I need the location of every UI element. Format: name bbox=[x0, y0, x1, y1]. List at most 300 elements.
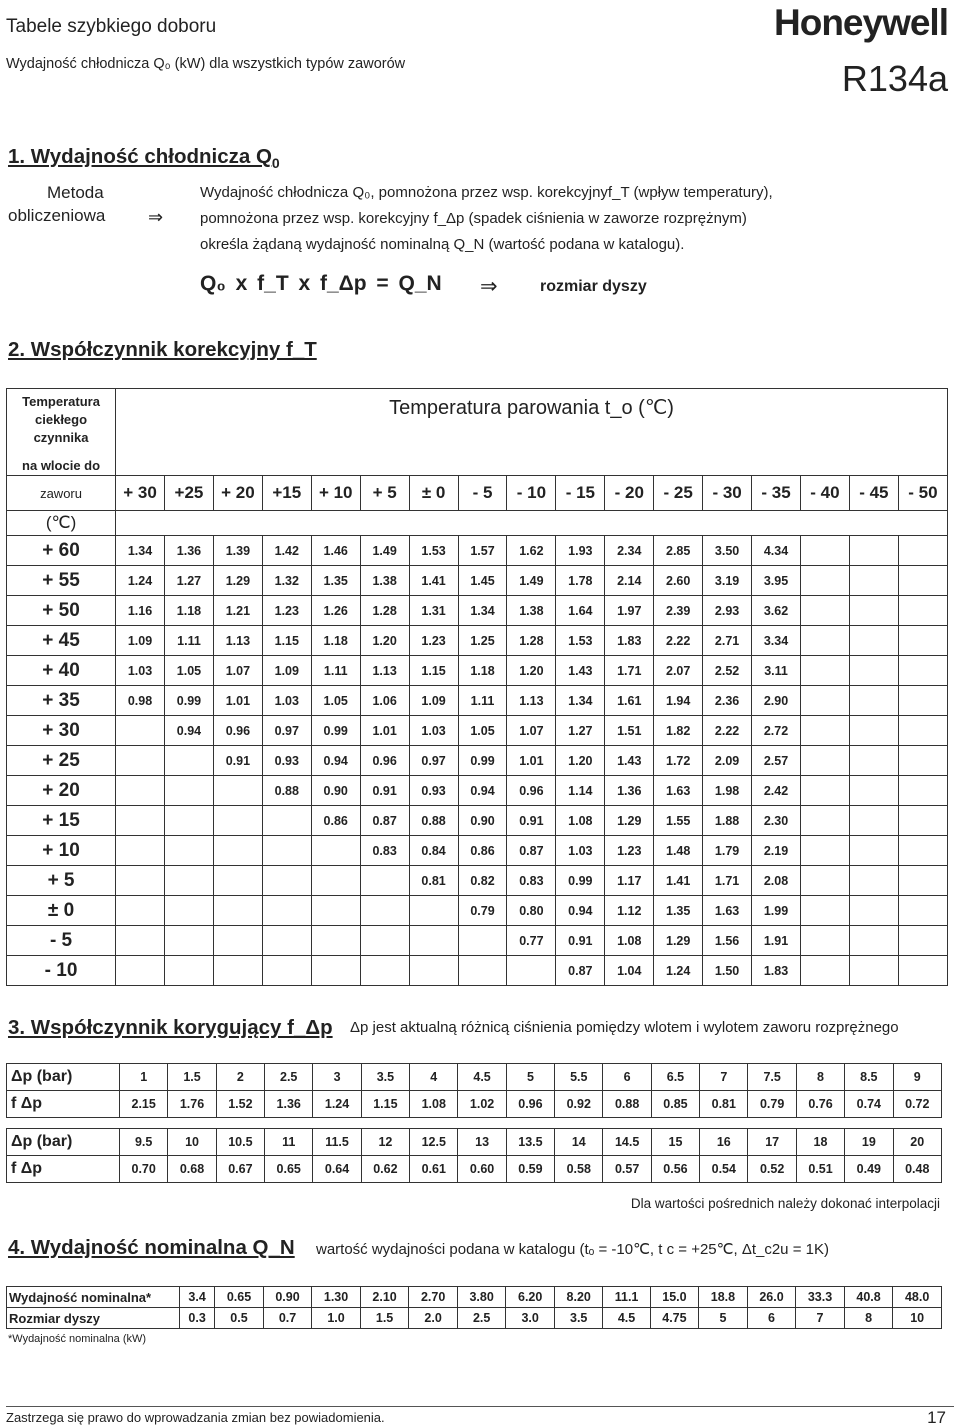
footer-divider bbox=[6, 1406, 954, 1407]
ft-value: 1.83 bbox=[752, 956, 801, 986]
ft-value bbox=[849, 626, 898, 656]
ft-value bbox=[800, 596, 849, 626]
ft-value: 0.93 bbox=[262, 746, 311, 776]
ft-value bbox=[898, 656, 947, 686]
ft-value: 2.39 bbox=[654, 596, 703, 626]
liquid-temp: + 55 bbox=[7, 566, 116, 596]
ft-value bbox=[262, 956, 311, 986]
ft-value: 1.15 bbox=[262, 626, 311, 656]
ft-value bbox=[800, 896, 849, 926]
ft-value: 1.14 bbox=[556, 776, 605, 806]
evap-temp-header: - 15 bbox=[556, 476, 605, 511]
ft-value bbox=[898, 566, 947, 596]
fp-table bbox=[6, 1063, 942, 1118]
ft-value bbox=[849, 686, 898, 716]
fp-table bbox=[6, 1128, 942, 1183]
ft-value bbox=[898, 686, 947, 716]
dp-value: 7 bbox=[700, 1064, 748, 1091]
evap-temp-header: + 5 bbox=[360, 476, 409, 511]
table-row bbox=[7, 536, 948, 566]
ft-value: 2.85 bbox=[654, 536, 703, 566]
dp-value: 3.5 bbox=[361, 1064, 409, 1091]
ft-value: 2.14 bbox=[605, 566, 654, 596]
ft-value: 1.53 bbox=[556, 626, 605, 656]
dp-value: 1.5 bbox=[168, 1064, 216, 1091]
row-header-line: na wlocie do bbox=[22, 458, 101, 473]
evap-temp-header: - 40 bbox=[800, 476, 849, 511]
ft-value bbox=[849, 656, 898, 686]
ft-value: 1.01 bbox=[360, 716, 409, 746]
ft-value: 0.87 bbox=[556, 956, 605, 986]
ft-value: 3.11 bbox=[752, 656, 801, 686]
ft-value bbox=[898, 536, 947, 566]
ft-value: 0.88 bbox=[262, 776, 311, 806]
ft-value: 1.20 bbox=[507, 656, 556, 686]
f-value: 1.02 bbox=[458, 1091, 506, 1118]
ft-value: 1.12 bbox=[605, 896, 654, 926]
ft-value bbox=[213, 896, 262, 926]
ft-value: 1.36 bbox=[165, 536, 214, 566]
ft-value: 0.98 bbox=[116, 686, 165, 716]
ft-value: 1.01 bbox=[507, 746, 556, 776]
table-row bbox=[7, 806, 948, 836]
ft-value: 1.41 bbox=[654, 866, 703, 896]
ft-value: 1.23 bbox=[262, 596, 311, 626]
ft-value: 1.64 bbox=[556, 596, 605, 626]
ft-value: 1.25 bbox=[458, 626, 507, 656]
ft-value bbox=[311, 956, 360, 986]
nozzle-value: 0.7 bbox=[263, 1308, 312, 1329]
ft-value bbox=[409, 956, 458, 986]
f-value: 1.36 bbox=[265, 1091, 313, 1118]
liquid-temp: + 25 bbox=[7, 746, 116, 776]
ft-value: 1.16 bbox=[116, 596, 165, 626]
ft-value bbox=[165, 746, 214, 776]
ft-value: 0.91 bbox=[556, 926, 605, 956]
ft-value bbox=[849, 536, 898, 566]
ft-value: 1.11 bbox=[165, 626, 214, 656]
ft-value bbox=[458, 926, 507, 956]
table-header-row bbox=[7, 476, 948, 511]
method-label-2: obliczeniowa bbox=[8, 206, 106, 225]
ft-value: 0.86 bbox=[311, 806, 360, 836]
dp-value: 6 bbox=[603, 1064, 651, 1091]
nozzle-value: 8 bbox=[844, 1308, 893, 1329]
ft-value: 1.78 bbox=[556, 566, 605, 596]
ft-value: 1.45 bbox=[458, 566, 507, 596]
nominal-value: 15.0 bbox=[650, 1287, 699, 1308]
ft-value: 1.51 bbox=[605, 716, 654, 746]
evap-temp-header: - 5 bbox=[458, 476, 507, 511]
ft-value: 2.57 bbox=[752, 746, 801, 776]
dp-label: Δp (bar) bbox=[7, 1129, 120, 1156]
dp-value: 7.5 bbox=[748, 1064, 796, 1091]
ft-value bbox=[409, 896, 458, 926]
nominal-value: 11.1 bbox=[603, 1287, 650, 1308]
ft-value: 1.18 bbox=[458, 656, 507, 686]
liquid-temp: + 60 bbox=[7, 536, 116, 566]
ft-value bbox=[262, 866, 311, 896]
ft-value: 1.11 bbox=[311, 656, 360, 686]
ft-value: 0.81 bbox=[409, 866, 458, 896]
dp-value: 13.5 bbox=[506, 1129, 554, 1156]
ft-value bbox=[898, 806, 947, 836]
ft-value: 1.13 bbox=[213, 626, 262, 656]
ft-value: 3.50 bbox=[703, 536, 752, 566]
ft-value: 4.34 bbox=[752, 536, 801, 566]
ft-value bbox=[800, 866, 849, 896]
ft-value: 1.05 bbox=[165, 656, 214, 686]
footer-note: Zastrzega się prawo do wprowadzania zmian bez powiadomienia. bbox=[6, 1410, 385, 1425]
liquid-temp: - 5 bbox=[7, 926, 116, 956]
evap-temp-header: - 45 bbox=[849, 476, 898, 511]
ft-value: 3.34 bbox=[752, 626, 801, 656]
ft-value bbox=[165, 836, 214, 866]
dp-value: 14.5 bbox=[603, 1129, 651, 1156]
ft-value: 3.62 bbox=[752, 596, 801, 626]
f-value: 0.92 bbox=[555, 1091, 603, 1118]
ft-value bbox=[409, 926, 458, 956]
ft-value: 1.63 bbox=[654, 776, 703, 806]
dp-value: 8 bbox=[796, 1064, 844, 1091]
refrigerant-label: R134a bbox=[841, 58, 948, 99]
dp-value: 3 bbox=[313, 1064, 361, 1091]
nominal-value: 2.10 bbox=[360, 1287, 409, 1308]
dp-value: 17 bbox=[748, 1129, 796, 1156]
ft-value: 1.23 bbox=[409, 626, 458, 656]
evap-temp-header: + 30 bbox=[116, 476, 165, 511]
ft-value bbox=[360, 896, 409, 926]
ft-value bbox=[800, 836, 849, 866]
nozzle-value: 7 bbox=[796, 1308, 845, 1329]
f-value: 0.81 bbox=[700, 1091, 748, 1118]
ft-value: 0.86 bbox=[458, 836, 507, 866]
ft-value: 0.83 bbox=[360, 836, 409, 866]
ft-value bbox=[311, 896, 360, 926]
ft-value: 3.95 bbox=[752, 566, 801, 596]
evap-temp-header: - 25 bbox=[654, 476, 703, 511]
table-row bbox=[7, 926, 948, 956]
section4-title: 4. Wydajność nominalna Q_N bbox=[8, 1236, 295, 1259]
nozzle-label: Rozmiar dyszy bbox=[7, 1308, 180, 1329]
ft-value bbox=[165, 776, 214, 806]
ft-value bbox=[116, 836, 165, 866]
ft-value bbox=[898, 926, 947, 956]
ft-value: 1.72 bbox=[654, 746, 703, 776]
nominal-value: 33.3 bbox=[796, 1287, 845, 1308]
ft-value bbox=[898, 596, 947, 626]
ft-value: 2.36 bbox=[703, 686, 752, 716]
ft-value: 1.53 bbox=[409, 536, 458, 566]
ft-value bbox=[849, 806, 898, 836]
nozzle-value: 0.3 bbox=[180, 1308, 215, 1329]
ft-value: 1.34 bbox=[458, 596, 507, 626]
ft-value: 1.79 bbox=[703, 836, 752, 866]
ft-value bbox=[849, 866, 898, 896]
interpolation-note: Dla wartości pośrednich należy dokonać interpolacji bbox=[630, 1196, 940, 1211]
nozzle-value: 1.0 bbox=[312, 1308, 361, 1329]
page-title: Tabele szybkiego doboru bbox=[6, 16, 217, 37]
ft-value: 0.91 bbox=[360, 776, 409, 806]
ft-value: 1.41 bbox=[409, 566, 458, 596]
ft-value: 1.27 bbox=[556, 716, 605, 746]
ft-value: 1.18 bbox=[165, 596, 214, 626]
liquid-temp: + 45 bbox=[7, 626, 116, 656]
ft-value: 1.28 bbox=[360, 596, 409, 626]
ft-value: 1.01 bbox=[213, 686, 262, 716]
ft-value: 0.84 bbox=[409, 836, 458, 866]
nozzle-value: 3.0 bbox=[506, 1308, 555, 1329]
evap-temp-header: - 30 bbox=[703, 476, 752, 511]
dp-value: 12 bbox=[361, 1129, 409, 1156]
liquid-temp: + 40 bbox=[7, 656, 116, 686]
ft-value: 1.63 bbox=[703, 896, 752, 926]
ft-value bbox=[213, 926, 262, 956]
evap-temp-header: + 20 bbox=[213, 476, 262, 511]
table-row bbox=[7, 866, 948, 896]
ft-value bbox=[116, 956, 165, 986]
desc-line: określa żądaną wydajność nominalną Q_N (wartość podana w katalogu). bbox=[200, 236, 685, 253]
evap-temp-header: ± 0 bbox=[409, 476, 458, 511]
ft-value: 1.21 bbox=[213, 596, 262, 626]
ft-value: 1.71 bbox=[605, 656, 654, 686]
method-description bbox=[200, 180, 940, 258]
dp-value: 2.5 bbox=[265, 1064, 313, 1091]
ft-value bbox=[213, 866, 262, 896]
dp-value: 4 bbox=[410, 1064, 458, 1091]
f-value: 0.48 bbox=[893, 1156, 942, 1183]
table-row bbox=[7, 956, 948, 986]
table-row bbox=[7, 1308, 942, 1329]
f-value: 0.72 bbox=[893, 1091, 942, 1118]
ft-value bbox=[898, 626, 947, 656]
dp-label: Δp (bar) bbox=[7, 1064, 120, 1091]
f-value: 1.52 bbox=[216, 1091, 264, 1118]
ft-value: 0.87 bbox=[507, 836, 556, 866]
f-label: f Δp bbox=[7, 1091, 120, 1118]
ft-value: 1.24 bbox=[654, 956, 703, 986]
ft-value: 1.26 bbox=[311, 596, 360, 626]
ft-value: 2.22 bbox=[703, 716, 752, 746]
dp-value: 19 bbox=[845, 1129, 893, 1156]
ft-value bbox=[116, 866, 165, 896]
f-label: f Δp bbox=[7, 1156, 120, 1183]
ft-value bbox=[849, 956, 898, 986]
ft-value: 1.61 bbox=[605, 686, 654, 716]
ft-value bbox=[116, 896, 165, 926]
ft-value: 0.91 bbox=[507, 806, 556, 836]
f-value: 0.56 bbox=[651, 1156, 699, 1183]
ft-value bbox=[849, 746, 898, 776]
ft-value bbox=[800, 926, 849, 956]
ft-value bbox=[898, 836, 947, 866]
ft-value: 1.18 bbox=[311, 626, 360, 656]
ft-value: 0.99 bbox=[458, 746, 507, 776]
liquid-temp: + 30 bbox=[7, 716, 116, 746]
ft-value: 1.05 bbox=[458, 716, 507, 746]
ft-value: 0.96 bbox=[507, 776, 556, 806]
nozzle-value: 3.5 bbox=[554, 1308, 603, 1329]
ft-value bbox=[116, 716, 165, 746]
f-value: 0.96 bbox=[506, 1091, 554, 1118]
ft-value: 2.93 bbox=[703, 596, 752, 626]
nominal-table bbox=[6, 1286, 942, 1329]
table-row bbox=[7, 776, 948, 806]
arrow-icon: ⇒ bbox=[148, 207, 164, 227]
nominal-value: 0.90 bbox=[263, 1287, 312, 1308]
ft-value bbox=[898, 896, 947, 926]
table-row bbox=[7, 896, 948, 926]
nozzle-value: 5 bbox=[699, 1308, 748, 1329]
ft-value bbox=[800, 776, 849, 806]
nominal-value: 0.65 bbox=[215, 1287, 264, 1308]
liquid-temp: + 20 bbox=[7, 776, 116, 806]
ft-value: 0.97 bbox=[409, 746, 458, 776]
formula: Q₀ x f_T x f_Δp = Q_N bbox=[200, 272, 442, 295]
ft-value: 2.52 bbox=[703, 656, 752, 686]
ft-value: 1.11 bbox=[458, 686, 507, 716]
table-row bbox=[7, 1091, 942, 1118]
ft-value: 1.94 bbox=[654, 686, 703, 716]
ft-value: 1.71 bbox=[703, 866, 752, 896]
nominal-value: 3.4 bbox=[180, 1287, 215, 1308]
f-value: 0.76 bbox=[796, 1091, 844, 1118]
ft-value: 0.79 bbox=[458, 896, 507, 926]
nozzle-value: 6 bbox=[747, 1308, 796, 1329]
ft-value bbox=[898, 866, 947, 896]
ft-value bbox=[165, 866, 214, 896]
dp-value: 14 bbox=[555, 1129, 603, 1156]
dp-value: 10 bbox=[168, 1129, 216, 1156]
ft-value bbox=[849, 566, 898, 596]
arrow-icon: ⇒ bbox=[480, 275, 498, 298]
ft-value: 1.57 bbox=[458, 536, 507, 566]
dp-value: 9.5 bbox=[120, 1129, 168, 1156]
desc-line: pomnożona przez wsp. korekcyjny f_Δp (spadek ciśnienia w zaworze rozprężnym) bbox=[200, 210, 747, 227]
nozzle-value: 10 bbox=[893, 1308, 942, 1329]
ft-value: 1.17 bbox=[605, 866, 654, 896]
table-row bbox=[7, 716, 948, 746]
dp-value: 18 bbox=[796, 1129, 844, 1156]
ft-value: 1.05 bbox=[311, 686, 360, 716]
ft-value: 1.29 bbox=[213, 566, 262, 596]
ft-value bbox=[898, 716, 947, 746]
row-header-unit: (℃) bbox=[7, 511, 116, 536]
ft-value: 1.09 bbox=[116, 626, 165, 656]
liquid-temp: + 15 bbox=[7, 806, 116, 836]
dp-value: 13 bbox=[458, 1129, 506, 1156]
ft-value: 1.46 bbox=[311, 536, 360, 566]
method-label: Metoda bbox=[47, 183, 104, 202]
table-row bbox=[7, 596, 948, 626]
ft-value: 1.35 bbox=[311, 566, 360, 596]
f-value: 0.54 bbox=[700, 1156, 748, 1183]
table-row bbox=[7, 656, 948, 686]
nominal-value: 6.20 bbox=[506, 1287, 555, 1308]
ft-value: 1.13 bbox=[360, 656, 409, 686]
ft-value: 2.90 bbox=[752, 686, 801, 716]
ft-value: 0.87 bbox=[360, 806, 409, 836]
ft-value bbox=[311, 866, 360, 896]
ft-value: 2.22 bbox=[654, 626, 703, 656]
ft-value bbox=[213, 806, 262, 836]
liquid-temp: + 5 bbox=[7, 866, 116, 896]
f-value: 0.70 bbox=[120, 1156, 168, 1183]
f-value: 1.15 bbox=[361, 1091, 409, 1118]
page-number: 17 bbox=[927, 1408, 946, 1427]
f-value: 0.60 bbox=[458, 1156, 506, 1183]
column-header: Temperatura parowania t_o (℃) bbox=[116, 389, 948, 476]
ft-value bbox=[262, 926, 311, 956]
ft-value: 1.62 bbox=[507, 536, 556, 566]
ft-value bbox=[849, 896, 898, 926]
f-value: 0.49 bbox=[845, 1156, 893, 1183]
ft-value: 2.30 bbox=[752, 806, 801, 836]
liquid-temp: + 35 bbox=[7, 686, 116, 716]
ft-value: 1.49 bbox=[360, 536, 409, 566]
ft-value bbox=[213, 836, 262, 866]
ft-value: 1.55 bbox=[654, 806, 703, 836]
table-row bbox=[7, 626, 948, 656]
f-value: 0.68 bbox=[168, 1156, 216, 1183]
f-value: 0.79 bbox=[748, 1091, 796, 1118]
f-value: 2.15 bbox=[120, 1091, 168, 1118]
ft-value: 1.09 bbox=[409, 686, 458, 716]
ft-value: 1.38 bbox=[507, 596, 556, 626]
evap-temp-header: +25 bbox=[165, 476, 214, 511]
brand-logo: Honeywell bbox=[774, 2, 948, 43]
f-value: 0.59 bbox=[506, 1156, 554, 1183]
desc-line: Wydajność chłodnicza Q₀, pomnożona przez wsp. korekcyjnyf_T (wpływ temperatury), bbox=[200, 184, 773, 201]
section4-note: wartość wydajności podana w katalogu (tₒ = -10℃, t c = +25℃, Δt_c2u = 1K) bbox=[316, 1241, 829, 1258]
ft-value bbox=[507, 956, 556, 986]
ft-value: 1.15 bbox=[409, 656, 458, 686]
evap-temp-header: - 35 bbox=[752, 476, 801, 511]
ft-value: 1.34 bbox=[556, 686, 605, 716]
ft-value bbox=[800, 686, 849, 716]
f-value: 0.61 bbox=[410, 1156, 458, 1183]
ft-value bbox=[165, 806, 214, 836]
f-value: 1.76 bbox=[168, 1091, 216, 1118]
nominal-label: Wydajność nominalna* bbox=[7, 1287, 180, 1308]
evap-temp-header: - 50 bbox=[898, 476, 947, 511]
ft-value: 1.32 bbox=[262, 566, 311, 596]
dp-value: 2 bbox=[216, 1064, 264, 1091]
ft-value bbox=[898, 746, 947, 776]
f-value: 0.58 bbox=[555, 1156, 603, 1183]
ft-value bbox=[311, 836, 360, 866]
evap-temp-header: + 10 bbox=[311, 476, 360, 511]
evap-temp-header: - 20 bbox=[605, 476, 654, 511]
ft-value: 1.06 bbox=[360, 686, 409, 716]
ft-value: 1.98 bbox=[703, 776, 752, 806]
row-header bbox=[7, 389, 116, 476]
ft-value: 1.93 bbox=[556, 536, 605, 566]
table-row bbox=[7, 1064, 942, 1091]
ft-value bbox=[360, 866, 409, 896]
ft-value: 0.94 bbox=[311, 746, 360, 776]
ft-value bbox=[262, 836, 311, 866]
ft-value: 1.91 bbox=[752, 926, 801, 956]
nominal-value: 18.8 bbox=[699, 1287, 748, 1308]
ft-value bbox=[849, 926, 898, 956]
ft-value: 2.42 bbox=[752, 776, 801, 806]
ft-value: 1.28 bbox=[507, 626, 556, 656]
formula-result: rozmiar dyszy bbox=[540, 278, 647, 295]
ft-value: 0.88 bbox=[409, 806, 458, 836]
nozzle-value: 4.5 bbox=[603, 1308, 650, 1329]
ft-value: 1.35 bbox=[654, 896, 703, 926]
